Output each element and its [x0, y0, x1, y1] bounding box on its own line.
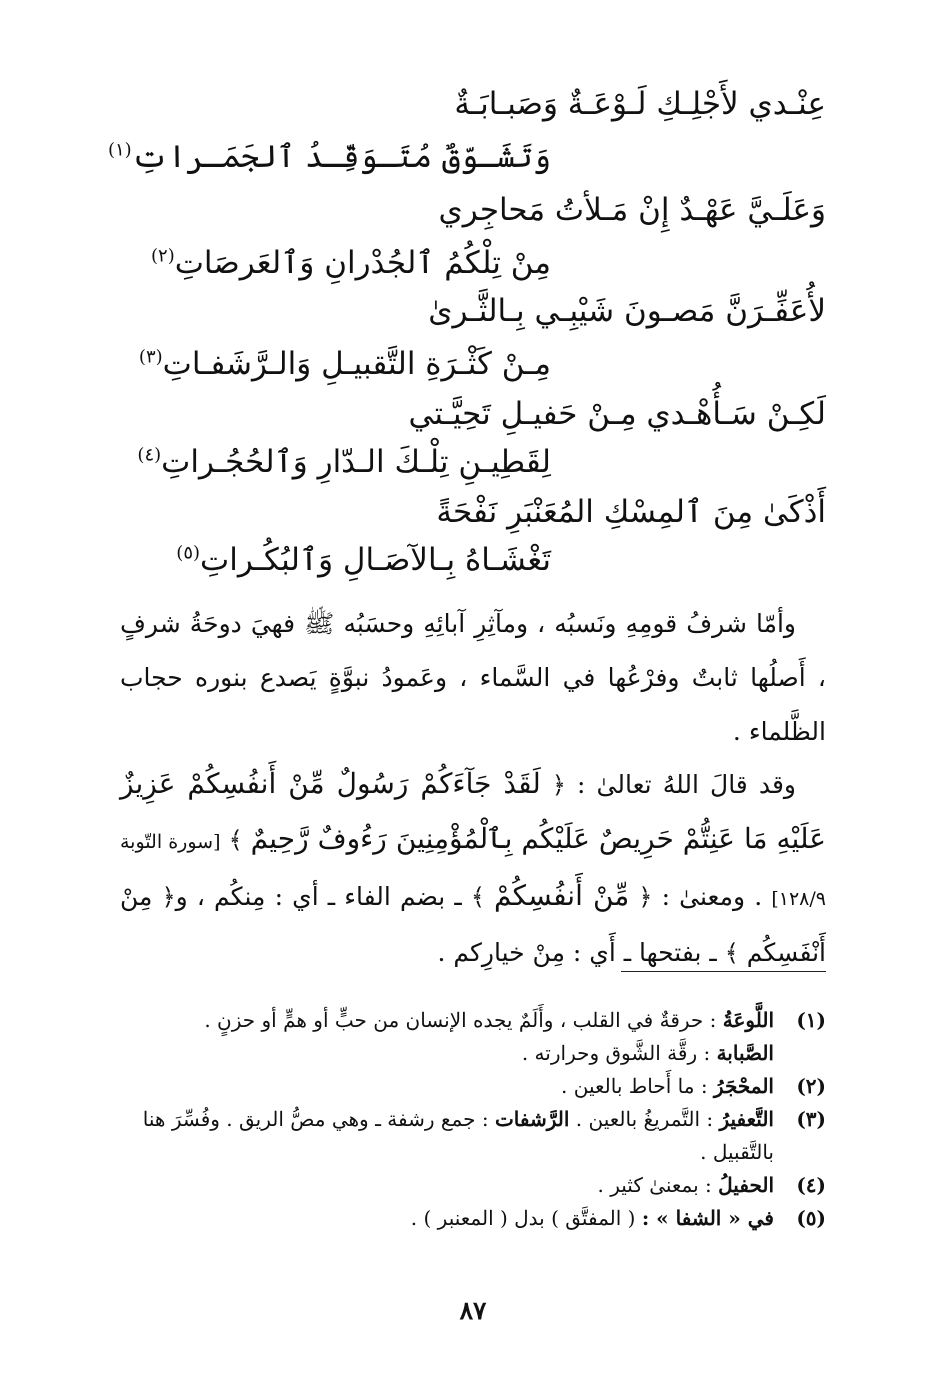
poem-line-8 — [137, 442, 551, 482]
footnote-term: المحْجَرُ — [713, 1074, 774, 1098]
footnote-ref-5[interactable]: (٥) — [176, 542, 201, 564]
footnote-body — [120, 1202, 774, 1235]
footnote-number: (٣) — [796, 1107, 826, 1131]
explanation-1: ـ بضم الفاء ـ أي : مِنكُم ، و — [175, 882, 462, 911]
quran-open-brace: ﴿ — [551, 771, 566, 799]
word2-open-brace: ﴿ — [161, 883, 176, 911]
poem-line-5 — [428, 291, 826, 331]
footnote-term: الحفيلُ — [718, 1173, 774, 1197]
footnote-term: اللَّوعَةُ — [722, 1008, 774, 1032]
footnote-3 — [120, 1103, 826, 1169]
word1-open-brace: ﴿ — [638, 883, 653, 911]
footnote-number: (٤) — [796, 1173, 826, 1197]
footnote-text-2: : رقَّة الشَّوق وحرارته . — [521, 1041, 711, 1065]
footnote-ref-1[interactable]: (١) — [107, 139, 132, 161]
poem-line-text: وَتَشَـوّقٌ مُتَـوَقِّـدُ ٱلجَمَـراتِ — [131, 139, 551, 175]
meaning-intro: . ومعنىٰ : — [661, 882, 763, 911]
poem-line-text: وَعَلَـيَّ عَهْـدٌ إِنْ مَـلأتُ مَحاجِري — [438, 192, 826, 228]
footnote-number: (٢) — [796, 1074, 826, 1098]
poem-line-1 — [454, 84, 826, 124]
footnote-body — [120, 1070, 774, 1103]
quran-word-1: مِّنْ أَنفُسِكُمْ — [494, 879, 630, 912]
footnote-4 — [120, 1169, 826, 1202]
word1-close-brace: ﴾ — [470, 883, 485, 911]
footnote-text: : التَّمريغُ بالعين . — [575, 1107, 714, 1131]
verse-citation: [سورة التّوبة ١٢٨/٩] — [120, 831, 826, 910]
explanation-2: ـ بفتحها ـ أَي : مِنْ خيارِكم . — [437, 938, 717, 967]
paragraph-intro: وقد قالَ اللهُ تعالىٰ : — [577, 770, 796, 799]
poem-line-3 — [438, 190, 826, 230]
poem-line-9 — [436, 492, 826, 532]
footnote-1 — [120, 1004, 826, 1070]
footnote-ref-2[interactable]: (٢) — [151, 245, 175, 267]
poem-line-10 — [176, 540, 551, 580]
poem-line-text: أَذْكَىٰ مِنَ ٱلمِسْكِ المُعَنْبَرِ نَفْحَةً — [436, 494, 826, 530]
footnote-text: : حرقةٌ في القلب ، وأَلَمٌ يجده الإنسان من حبٍّ أو همٍّ أو حزنٍ . — [204, 1008, 717, 1032]
poem-line-7 — [409, 394, 826, 434]
poem-line-text: تَغْشَـاهُ بِـالآصَـالِ وَٱلبُكُـراتِ — [200, 542, 551, 578]
poem-line-4 — [151, 243, 551, 283]
poem-line-text: لِقَطِيـنِ تِلْـكَ الـدّارِ وَٱلحُجُـراتِ — [161, 444, 551, 480]
footnote-text-2: : جمع رشفة ـ وهي مصُّ الريق . وفُسِّرَ هنا بالتَّقبيل . — [142, 1107, 774, 1164]
page-number: ٨٧ — [459, 1296, 487, 1325]
word2-close-brace: ﴾ — [724, 939, 739, 967]
paragraph-text: وأمّا شرفُ قومِهِ ونَسبُه ، ومآثِرِ آبائِهِ وحسَبُه ﷺ فهيَ دوحَةُ شرفٍ ، أَصلُها ثابتٌ وفرْعُها في السَّماء ، وعَمودُ نبوَّةٍ يَصدع بنوره حجاب الظَّلماء . — [120, 609, 826, 746]
footnote-body — [120, 1004, 774, 1070]
poem-line-text: مِـنْ كَثْـرَةِ التَّقبيـلِ وَالـرَّشَفـاتِ — [162, 346, 551, 382]
poem-line-2 — [108, 137, 551, 177]
quran-verse: لَقَدْ جَآءَكُمْ رَسُولٌ مِّنْ أَنفُسِكُمْ عَزِيزٌ عَلَيْهِ مَا عَنِتُّمْ حَرِيصٌ عَلَيْكُم بِٱلْمُؤْمِنِينَ رَءُوفٌ رَّحِيمٌ — [120, 767, 826, 855]
footnote-term: التَّعفيرُ — [719, 1107, 774, 1131]
paragraph-quran — [120, 757, 826, 980]
footnote-body — [120, 1169, 774, 1202]
footnotes — [120, 1004, 826, 1235]
footnote-ref-3[interactable]: (٣) — [138, 346, 163, 368]
footnote-number: (١) — [796, 1008, 826, 1032]
poem-line-6 — [139, 344, 551, 384]
footnote-2 — [120, 1070, 826, 1103]
footnote-term-2: الرَّشفات — [494, 1107, 570, 1131]
footnote-number: (٥) — [796, 1206, 826, 1230]
footnote-term-2: الصَّبابة — [716, 1041, 774, 1065]
quran-word-2: مِنْ أَنْفَسِكُم — [120, 882, 826, 967]
poem-line-text: مِنْ تِلْكُمُ ٱلجُدْرانِ وَٱلعَرصَاتِ — [174, 245, 551, 281]
footnote-text: : ما أَحاط بالعين . — [561, 1074, 708, 1098]
footnote-body — [120, 1103, 774, 1169]
poem-line-text: لأُعَفِّـرَنَّ مَصـونَ شَيْبِـي بِـالثَّـرىٰ — [428, 293, 826, 329]
quran-close-brace: ﴾ — [228, 826, 243, 854]
footnote-ref-4[interactable]: (٤) — [137, 444, 162, 466]
footnote-5 — [120, 1202, 826, 1235]
poem-line-text: عِنْـدي لأَجْلِـكِ لَـوْعَـةٌ وَصَبـابَـةٌ — [454, 86, 826, 122]
footnote-separator — [621, 971, 826, 972]
poem-line-text: لَكِـنْ سَـأُهْـدي مِـنْ حَفيـلِ تَحِيَّـتي — [408, 396, 826, 432]
paragraph-lineage — [120, 597, 826, 759]
footnote-text: : بمعنىٰ كثير . — [597, 1173, 712, 1197]
footnote-term: في « الشفا » : — [641, 1206, 774, 1230]
footnote-text: ( المفتَّق ) بدل ( المعنبر ) . — [410, 1206, 636, 1230]
